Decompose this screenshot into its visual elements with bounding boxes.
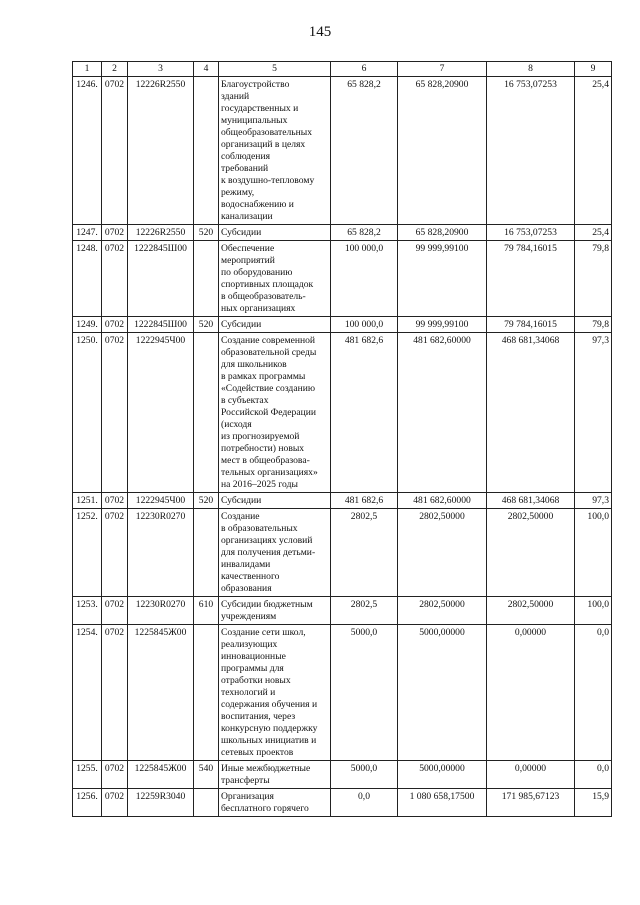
execution-percent: 15,9 xyxy=(575,789,612,817)
item-name: Создание в образовательных организациях условий для получения детьми- инвалидами качественного образования xyxy=(219,509,331,597)
table-row xyxy=(73,625,612,761)
column-header-9: 9 xyxy=(575,62,612,77)
column-header-1: 1 xyxy=(73,62,102,77)
target-article-code: 1222845Ш00 xyxy=(128,317,194,333)
executed-amount: 2802,50000 xyxy=(487,597,575,625)
expense-type-code: 610 xyxy=(194,597,219,625)
row-number: 1251. xyxy=(73,493,102,509)
target-article-code: 1225845Ж00 xyxy=(128,625,194,761)
executed-amount: 79 784,16015 xyxy=(487,317,575,333)
executed-amount: 0,00000 xyxy=(487,625,575,761)
item-name: Субсидии xyxy=(219,225,331,241)
page-number: 145 xyxy=(308,24,332,40)
row-number: 1246. xyxy=(73,77,102,225)
execution-percent: 100,0 xyxy=(575,597,612,625)
execution-percent: 25,4 xyxy=(575,77,612,225)
section-code: 0702 xyxy=(102,761,128,789)
executed-amount: 2802,50000 xyxy=(487,509,575,597)
approved-amount: 2802,5 xyxy=(331,597,398,625)
row-number: 1256. xyxy=(73,789,102,817)
target-article-code: 12230R0270 xyxy=(128,509,194,597)
expense-type-code xyxy=(194,509,219,597)
executed-amount: 79 784,16015 xyxy=(487,241,575,317)
executed-amount: 16 753,07253 xyxy=(487,77,575,225)
expense-type-code xyxy=(194,77,219,225)
execution-percent: 97,3 xyxy=(575,333,612,493)
budget-allocation: 5000,00000 xyxy=(398,761,487,789)
column-header-3: 3 xyxy=(128,62,194,77)
table-row xyxy=(73,509,612,597)
item-name: Создание сети школ, реализующих инновационные программы для отработки новых технологий и содержания обучения и воспитания, через конкурсную поддержку школьных инициатив и сетевых проектов xyxy=(219,625,331,761)
section-code: 0702 xyxy=(102,77,128,225)
execution-percent: 25,4 xyxy=(575,225,612,241)
target-article-code: 1222945Ч00 xyxy=(128,333,194,493)
approved-amount: 481 682,6 xyxy=(331,493,398,509)
approved-amount: 0,0 xyxy=(331,789,398,817)
item-name: Обеспечение мероприятий по оборудованию спортивных площадок в общеобразователь- ных организациях xyxy=(219,241,331,317)
budget-allocation: 481 682,60000 xyxy=(398,333,487,493)
executed-amount: 16 753,07253 xyxy=(487,225,575,241)
approved-amount: 481 682,6 xyxy=(331,333,398,493)
approved-amount: 2802,5 xyxy=(331,509,398,597)
approved-amount: 100 000,0 xyxy=(331,317,398,333)
budget-allocation: 2802,50000 xyxy=(398,597,487,625)
budget-allocation: 65 828,20900 xyxy=(398,225,487,241)
execution-percent: 0,0 xyxy=(575,625,612,761)
budget-allocation: 1 080 658,17500 xyxy=(398,789,487,817)
section-code: 0702 xyxy=(102,789,128,817)
execution-percent: 97,3 xyxy=(575,493,612,509)
expense-type-code: 540 xyxy=(194,761,219,789)
row-number: 1254. xyxy=(73,625,102,761)
row-number: 1249. xyxy=(73,317,102,333)
table-row xyxy=(73,761,612,789)
section-code: 0702 xyxy=(102,317,128,333)
table-row xyxy=(73,317,612,333)
expense-type-code: 520 xyxy=(194,317,219,333)
approved-amount: 5000,0 xyxy=(331,625,398,761)
column-header-5: 5 xyxy=(219,62,331,77)
target-article-code: 1222945Ч00 xyxy=(128,493,194,509)
section-code: 0702 xyxy=(102,597,128,625)
row-number: 1247. xyxy=(73,225,102,241)
expense-type-code: 520 xyxy=(194,493,219,509)
executed-amount: 0,00000 xyxy=(487,761,575,789)
target-article-code: 12226R2550 xyxy=(128,77,194,225)
column-header-7: 7 xyxy=(398,62,487,77)
target-article-code: 1225845Ж00 xyxy=(128,761,194,789)
table-row xyxy=(73,77,612,225)
budget-allocation: 99 999,99100 xyxy=(398,317,487,333)
expense-type-code xyxy=(194,625,219,761)
executed-amount: 468 681,34068 xyxy=(487,333,575,493)
item-name: Организация бесплатного горячего xyxy=(219,789,331,817)
table-row xyxy=(73,241,612,317)
row-number: 1252. xyxy=(73,509,102,597)
budget-allocation: 2802,50000 xyxy=(398,509,487,597)
execution-percent: 100,0 xyxy=(575,509,612,597)
item-name: Субсидии xyxy=(219,317,331,333)
target-article-code: 12230R0270 xyxy=(128,597,194,625)
execution-percent: 79,8 xyxy=(575,241,612,317)
approved-amount: 65 828,2 xyxy=(331,77,398,225)
expense-type-code xyxy=(194,333,219,493)
approved-amount: 5000,0 xyxy=(331,761,398,789)
expense-type-code: 520 xyxy=(194,225,219,241)
target-article-code: 12226R2550 xyxy=(128,225,194,241)
approved-amount: 65 828,2 xyxy=(331,225,398,241)
table-row xyxy=(73,789,612,817)
executed-amount: 468 681,34068 xyxy=(487,493,575,509)
column-header-4: 4 xyxy=(194,62,219,77)
execution-percent: 79,8 xyxy=(575,317,612,333)
item-name: Субсидии бюджетным учреждениям xyxy=(219,597,331,625)
column-header-8: 8 xyxy=(487,62,575,77)
column-header-2: 2 xyxy=(102,62,128,77)
budget-allocation: 99 999,99100 xyxy=(398,241,487,317)
expense-type-code xyxy=(194,789,219,817)
target-article-code: 12259R3040 xyxy=(128,789,194,817)
approved-amount: 100 000,0 xyxy=(331,241,398,317)
row-number: 1248. xyxy=(73,241,102,317)
item-name: Иные межбюджетные трансферты xyxy=(219,761,331,789)
budget-allocation: 5000,00000 xyxy=(398,625,487,761)
item-name: Создание современной образовательной среды для школьников в рамках программы «Содействие созданию в субъектах Российской Федерации (исходя из прогнозируемой потребности) новых мест в общеобразова- тельных организациях» на 2016–2025 годы xyxy=(219,333,331,493)
item-name: Благоустройство зданий государственных и муниципальных общеобразовательных организаций в целях соблюдения требований к воздушно-тепловому режиму, водоснабжению и канализации xyxy=(219,77,331,225)
section-code: 0702 xyxy=(102,225,128,241)
table-row xyxy=(73,333,612,493)
execution-percent: 0,0 xyxy=(575,761,612,789)
executed-amount: 171 985,67123 xyxy=(487,789,575,817)
budget-table xyxy=(72,61,612,817)
row-number: 1253. xyxy=(73,597,102,625)
section-code: 0702 xyxy=(102,625,128,761)
section-code: 0702 xyxy=(102,333,128,493)
column-header-6: 6 xyxy=(331,62,398,77)
table-row xyxy=(73,225,612,241)
section-code: 0702 xyxy=(102,509,128,597)
row-number: 1255. xyxy=(73,761,102,789)
section-code: 0702 xyxy=(102,493,128,509)
budget-allocation: 481 682,60000 xyxy=(398,493,487,509)
column-number-row xyxy=(73,62,612,77)
table-row xyxy=(73,597,612,625)
section-code: 0702 xyxy=(102,241,128,317)
table-row xyxy=(73,493,612,509)
table-body xyxy=(73,77,612,817)
budget-allocation: 65 828,20900 xyxy=(398,77,487,225)
row-number: 1250. xyxy=(73,333,102,493)
target-article-code: 1222845Ш00 xyxy=(128,241,194,317)
expense-type-code xyxy=(194,241,219,317)
item-name: Субсидии xyxy=(219,493,331,509)
